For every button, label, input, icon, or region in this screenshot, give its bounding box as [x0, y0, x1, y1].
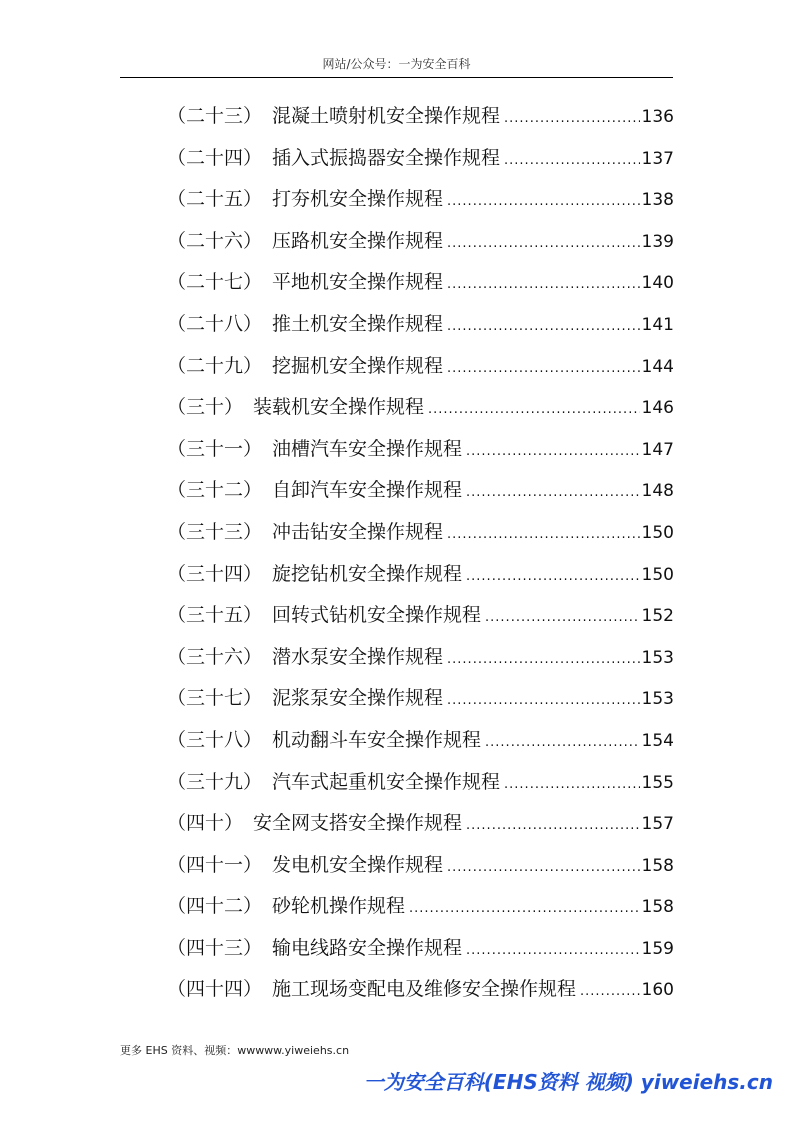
toc-entry-number: （二十五）	[167, 188, 263, 211]
toc-leader-dots	[447, 306, 640, 348]
table-of-contents	[167, 96, 674, 1011]
toc-entry-page-number: 157	[641, 814, 674, 835]
toc-leader-dots	[466, 431, 640, 473]
toc-entry-page-number: 148	[641, 481, 674, 502]
toc-entry-page-number: 146	[641, 398, 674, 419]
toc-entry[interactable]	[167, 969, 674, 1011]
toc-leader-dots	[504, 140, 640, 182]
toc-entry-title: 潜水泵安全操作规程	[272, 645, 444, 668]
toc-leader-dots	[580, 971, 640, 1013]
toc-leader-dots	[447, 348, 640, 390]
toc-entry-title: 混凝土喷射机安全操作规程	[272, 105, 501, 127]
toc-entry-number: （二十七）	[167, 271, 263, 294]
toc-entry[interactable]	[167, 470, 674, 512]
toc-entry-number: （三十六）	[167, 645, 263, 668]
toc-entry-title: 安全网支搭安全操作规程	[253, 812, 463, 835]
toc-entry-number: （四十四）	[167, 978, 263, 1001]
toc-entry-title: 平地机安全操作规程	[272, 271, 444, 294]
toc-entry-page-number: 150	[641, 522, 674, 543]
toc-entry-title: 发电机安全操作规程	[272, 853, 444, 876]
toc-entry-page-number: 154	[641, 730, 674, 751]
toc-entry[interactable]	[167, 803, 674, 845]
toc-leader-dots	[447, 514, 640, 556]
toc-entry[interactable]	[167, 429, 674, 471]
toc-entry-page-number: 159	[641, 938, 674, 959]
toc-entry[interactable]	[167, 221, 674, 263]
toc-entry-number: （四十一）	[167, 853, 263, 876]
toc-entry[interactable]	[167, 845, 674, 887]
toc-entry-title: 推土机安全操作规程	[272, 312, 444, 335]
toc-entry-title: 输电线路安全操作规程	[272, 936, 463, 959]
toc-entry-number: （三十八）	[167, 728, 263, 751]
toc-leader-dots	[447, 264, 640, 306]
header-divider	[120, 77, 673, 78]
toc-entry-number: （二十三）	[167, 105, 263, 127]
toc-entry-number: （三十）	[167, 396, 244, 419]
toc-entry-title: 回转式钻机安全操作规程	[272, 604, 482, 627]
toc-entry-page-number: 153	[641, 647, 674, 668]
toc-entry[interactable]	[167, 720, 674, 762]
toc-entry-page-number: 160	[641, 980, 674, 1001]
toc-entry-number: （二十六）	[167, 229, 263, 252]
toc-entry-title: 油槽汽车安全操作规程	[272, 437, 463, 460]
toc-entry-page-number: 152	[641, 606, 674, 627]
toc-entry[interactable]	[167, 595, 674, 637]
toc-entry-page-number: 141	[641, 314, 674, 335]
toc-entry-title: 挖掘机安全操作规程	[272, 354, 444, 377]
toc-leader-dots	[447, 181, 640, 223]
toc-entry-title: 插入式振捣器安全操作规程	[272, 146, 501, 169]
toc-entry-page-number: 136	[641, 107, 674, 127]
toc-entry[interactable]	[167, 262, 674, 304]
toc-entry-number: （二十九）	[167, 354, 263, 377]
toc-entry-page-number: 158	[641, 897, 674, 918]
toc-entry-title: 冲击钻安全操作规程	[272, 520, 444, 543]
toc-entry[interactable]	[167, 928, 674, 970]
page-header: 网站/公众号：一为安全百科	[322, 57, 471, 71]
toc-entry-title: 压路机安全操作规程	[272, 229, 444, 252]
toc-leader-dots	[447, 680, 640, 722]
toc-entry[interactable]	[167, 886, 674, 928]
toc-entry-page-number: 138	[641, 190, 674, 211]
toc-entry[interactable]	[167, 346, 674, 388]
toc-leader-dots	[504, 98, 640, 140]
toc-leader-dots	[504, 764, 640, 806]
toc-entry-number: （二十四）	[167, 146, 263, 169]
toc-entry[interactable]	[167, 678, 674, 720]
toc-entry-page-number: 155	[641, 772, 674, 793]
toc-entry-title: 旋挖钻机安全操作规程	[272, 562, 463, 585]
toc-entry-title: 泥浆泵安全操作规程	[272, 687, 444, 710]
footer-note: 更多 EHS 资料、视频：wwwww.yiweiehs.cn	[120, 1044, 350, 1057]
toc-entry-number: （三十四）	[167, 562, 263, 585]
toc-leader-dots	[466, 805, 640, 847]
toc-entry-number: （三十七）	[167, 687, 263, 710]
toc-leader-dots	[409, 888, 640, 930]
toc-entry[interactable]	[167, 762, 674, 804]
toc-entry-number: （二十八）	[167, 312, 263, 335]
toc-leader-dots	[466, 556, 640, 598]
toc-entry[interactable]	[167, 387, 674, 429]
toc-entry-number: （三十三）	[167, 520, 263, 543]
toc-entry-page-number: 153	[641, 689, 674, 710]
toc-entry-page-number: 139	[641, 231, 674, 252]
toc-entry[interactable]	[167, 637, 674, 679]
toc-entry-title: 机动翻斗车安全操作规程	[272, 728, 482, 751]
toc-entry-title: 砂轮机操作规程	[272, 895, 406, 918]
toc-leader-dots	[466, 472, 640, 514]
toc-entry[interactable]	[167, 512, 674, 554]
toc-entry-number: （四十）	[167, 812, 244, 835]
toc-entry-page-number: 147	[641, 439, 674, 460]
toc-entry[interactable]	[167, 304, 674, 346]
toc-entry-number: （三十二）	[167, 479, 263, 502]
toc-entry-number: （三十一）	[167, 437, 263, 460]
toc-entry-number: （四十二）	[167, 895, 263, 918]
toc-leader-dots	[466, 930, 640, 972]
toc-leader-dots	[428, 389, 640, 431]
toc-entry-title: 装载机安全操作规程	[253, 396, 425, 419]
toc-entry-title: 施工现场变配电及维修安全操作规程	[272, 978, 577, 1001]
toc-leader-dots	[447, 223, 640, 265]
footer-brand-watermark: 一为安全百科(EHS资料 视频) yiweiehs.cn	[363, 1070, 773, 1094]
toc-entry-page-number: 140	[641, 273, 674, 294]
toc-entry-title: 打夯机安全操作规程	[272, 188, 444, 211]
toc-entry-number: （三十九）	[167, 770, 263, 793]
toc-leader-dots	[447, 639, 640, 681]
toc-leader-dots	[447, 847, 640, 889]
toc-entry-title: 自卸汽车安全操作规程	[272, 479, 463, 502]
toc-entry-page-number: 144	[641, 356, 674, 377]
toc-leader-dots	[485, 597, 640, 639]
toc-entry-page-number: 150	[641, 564, 674, 585]
toc-entry[interactable]	[167, 179, 674, 221]
toc-entry-page-number: 158	[641, 855, 674, 876]
toc-leader-dots	[485, 722, 640, 764]
toc-entry[interactable]	[167, 138, 674, 180]
toc-entry-number: （三十五）	[167, 604, 263, 627]
toc-entry-number: （四十三）	[167, 936, 263, 959]
toc-entry[interactable]	[167, 554, 674, 596]
toc-entry-title: 汽车式起重机安全操作规程	[272, 770, 501, 793]
toc-entry[interactable]	[167, 96, 674, 138]
toc-entry-page-number: 137	[641, 148, 674, 169]
